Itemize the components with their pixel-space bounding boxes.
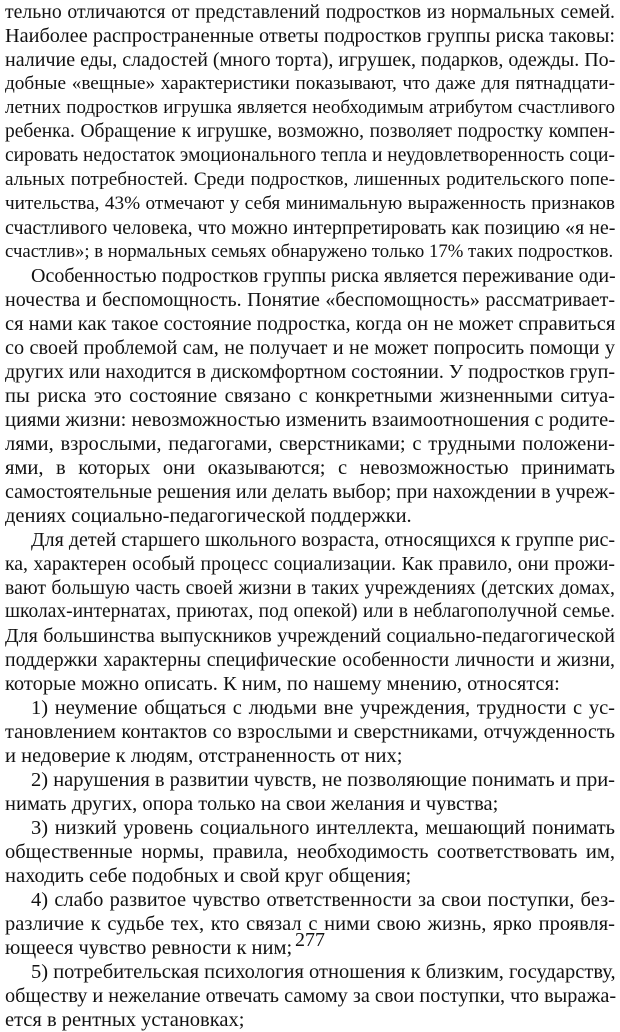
text-line: дениях социально-педагогической поддержки. [5,505,412,527]
text-line: 4) слабо развитое чувство ответственности за свои поступки, без- [31,889,615,911]
text-line: циями жизни: невозможностью изменить взаимоотношения с родите- [5,409,615,431]
text-line: ющееся чувство ревности к ним; [5,937,293,959]
paragraph [5,528,615,696]
text-line: 5) потребительская психология отношения к близким, государству, [31,961,616,983]
text-line: ся нами как такое состояние подростка, когда он не может справиться [5,313,616,335]
text-line: Для большинства выпускников учреждений социально-педагогической [5,625,615,647]
text-line: самостоятельные решения или делать выбор; при нахождении в учреж- [5,481,615,503]
paragraph [5,0,615,264]
text-line: находить себе подобных и свой круг общения; [5,865,412,887]
text-line: пы риска это состояние связано с конкретными жизненными ситуа- [5,385,615,407]
text-line: 1) неумение общаться с людьми вне учреждения, трудности с ус- [31,697,615,719]
text-line: Для детей старшего школьного возраста, относящихся к группе рис- [31,529,615,551]
text-line: ями, в которых они оказываются; с невозможностью принимать [5,457,615,479]
text-line: лями, взрослыми, педагогами, сверстниками; с трудными положени- [5,433,615,455]
text-line: общественные нормы, правила, необходимость соответствовать им, [5,841,615,863]
text-line: школах-интернатах, приютах, под опекой) или в неблагополучной семье. [5,601,615,622]
page-number: 277 [295,929,325,951]
text-line: Особенностью подростков группы риска является переживание оди- [31,265,616,287]
text-line: поддержки характерны специфические особенности личности и жизни, [5,649,615,671]
text-line: других или находится в дискомфортном состоянии. У подростков груп- [5,361,615,383]
text-line: нимать других, опора только на свои желания и чувства; [5,793,499,815]
text-line: и недоверие к людям, отстраненность от них; [5,745,403,767]
text-line: ребенка. Обращение к игрушке, возможно, позволяет подростку компен- [5,121,615,142]
paragraph [5,816,615,888]
text-line: которые можно описать. К ним, по нашему мнению, относятся: [5,673,560,695]
document-page [5,0,615,1032]
text-line: тельно отличаются от представлений подростков из нормальных семей. [5,1,615,23]
text-line: вают большую часть своей жизни в таких учреждениях (детских домах, [5,577,615,599]
text-line: ется в рентных установках; [5,1009,245,1031]
text-line: со своей проблемой сам, не получает и не может попросить помощи у [5,337,615,359]
text-line: добные «вещные» характеристики показывают, что даже для пятнадцати- [5,73,615,94]
text-line: сировать недостаток эмоционального тепла и неудовлетворенность соци- [5,145,615,166]
text-line: наличие еды, сладостей (много торта), игрушек, подарков, одежды. По- [5,49,616,71]
text-line: ка, характерен особый процесс социализации. Как правило, они прожи- [5,553,615,575]
text-line: Наиболее распространенные ответы подростков группы риска таковы: [5,25,615,47]
text-line: ночества и беспомощность. Понятие «беспомощность» рассматривает- [5,289,615,311]
text-line: летних подростков игрушка является необходимым атрибутом счастливого [5,97,615,118]
paragraph [5,696,615,768]
text-line: альных потребностей. Среди подростков, лишенных родительского попе- [5,169,615,190]
text-line: счастливого человека, что можно интерпретировать как позицию «я не- [5,217,616,239]
text-line: обществу и нежелание отвечать самому за свои поступки, что выража- [5,985,617,1007]
text-line: чительства, 43% отмечают у себя минимальную выраженность признаков [5,193,615,214]
paragraph [5,264,615,528]
text-line: счастлив»; в нормальных семьях обнаружено только 17% таких подростков. [5,241,614,262]
text-line: 2) нарушения в развитии чувств, не позволяющие понимать и при- [31,769,616,791]
paragraph [5,768,615,816]
text-line: различие к судьбе тех, кто связал с ними свою жизнь, ярко проявля- [5,913,615,935]
text-line: тановлением контактов со взрослыми и сверстниками, отчужденность [5,721,615,743]
text-line: 3) низкий уровень социального интеллекта, мешающий понимать [31,817,615,839]
